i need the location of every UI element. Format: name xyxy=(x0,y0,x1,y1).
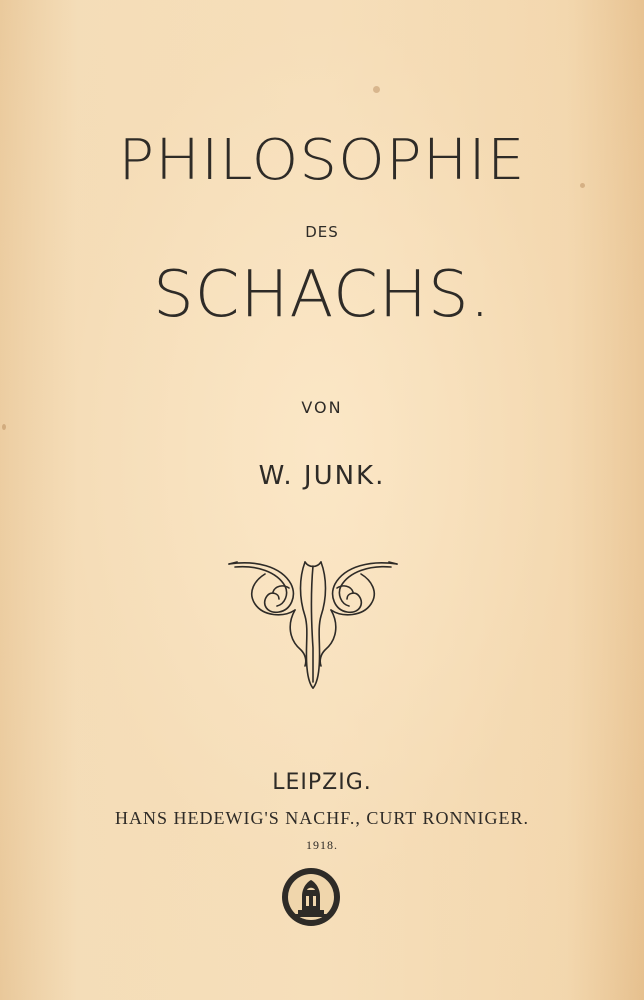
book-title-line-2: SCHACHS. xyxy=(153,258,491,332)
publisher-emblem-icon xyxy=(280,866,342,928)
paper-stain xyxy=(373,86,380,93)
author-name: W. JUNK. xyxy=(258,461,386,491)
imprint-publisher: HANS HEDEWIG'S NACHF., CURT RONNIGER. xyxy=(115,808,529,828)
book-title-line-1: PHILOSOPHIE xyxy=(118,128,526,193)
byline-von: VON xyxy=(301,398,343,417)
floral-scroll-ornament-icon xyxy=(225,558,401,690)
imprint-year: 1918. xyxy=(306,838,338,852)
book-title-connector: DES xyxy=(305,223,339,241)
paper-stain xyxy=(2,424,6,430)
imprint-city: LEIPZIG. xyxy=(272,770,372,795)
